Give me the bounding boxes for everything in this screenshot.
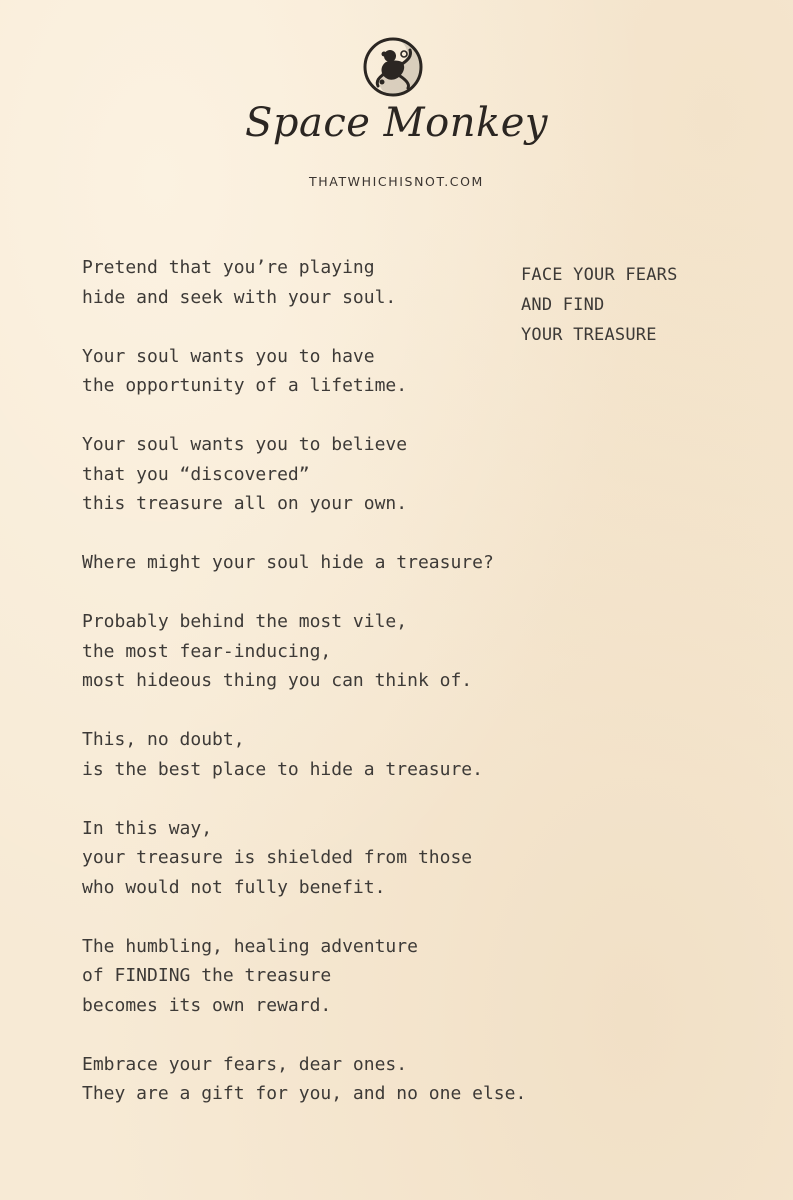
poem-line: Pretend that you’re playing [82, 257, 375, 278]
poem-line: hide and seek with your soul. [82, 286, 397, 308]
poem-stanza [82, 607, 642, 696]
poem-line: In this way, [82, 817, 213, 839]
poem-line: They are a gift for you, and no one else. [82, 1083, 527, 1104]
poem-stanza [82, 548, 642, 578]
poem-stanza [82, 932, 642, 1021]
poem-line: the most fear-inducing, [82, 640, 332, 662]
poem-stanza [82, 1050, 642, 1109]
poem-stanza [82, 430, 642, 519]
sidebar-quote-line: FACE YOUR FEARS [521, 265, 678, 285]
poem-stanza [82, 814, 642, 903]
poem-line: Where might your soul hide a treasure? [82, 552, 494, 573]
poem-line: Your soul wants you to have [82, 345, 375, 367]
poem-stanza [82, 725, 642, 784]
brand-title: Space Monkey [245, 100, 548, 146]
poem-line: The humbling, healing adventure [82, 935, 418, 957]
poem-stanza [82, 342, 642, 401]
poem-line: Your soul wants you to believe [82, 434, 408, 455]
poem-line: your treasure is shielded from those [82, 847, 473, 868]
poem-line: This, no doubt, [82, 729, 245, 750]
poem-stanza [82, 253, 642, 312]
space-monkey-yin-yang-icon [362, 36, 424, 98]
poem-line: most hideous thing you can think of. [82, 670, 473, 691]
sidebar-quote-line: YOUR TREASURE [521, 325, 657, 345]
poem-line: this treasure all on your own. [82, 493, 408, 514]
poem-line: is the best place to hide a treasure. [82, 758, 483, 780]
poem-line: the opportunity of a lifetime. [82, 375, 408, 396]
poem-line: who would not fully benefit. [82, 876, 386, 898]
poem-line: becomes its own reward. [82, 994, 332, 1016]
sidebar-quote-line: AND FIND [521, 295, 605, 315]
site-url: THATWHICHISNOT.COM [309, 174, 484, 189]
poem-line: of FINDING the treasure [82, 965, 332, 986]
poem-body [82, 253, 642, 1138]
poem-line: that you “discovered” [82, 463, 310, 485]
poem-line: Probably behind the most vile, [82, 611, 408, 632]
poem-line: Embrace your fears, dear ones. [82, 1053, 408, 1075]
